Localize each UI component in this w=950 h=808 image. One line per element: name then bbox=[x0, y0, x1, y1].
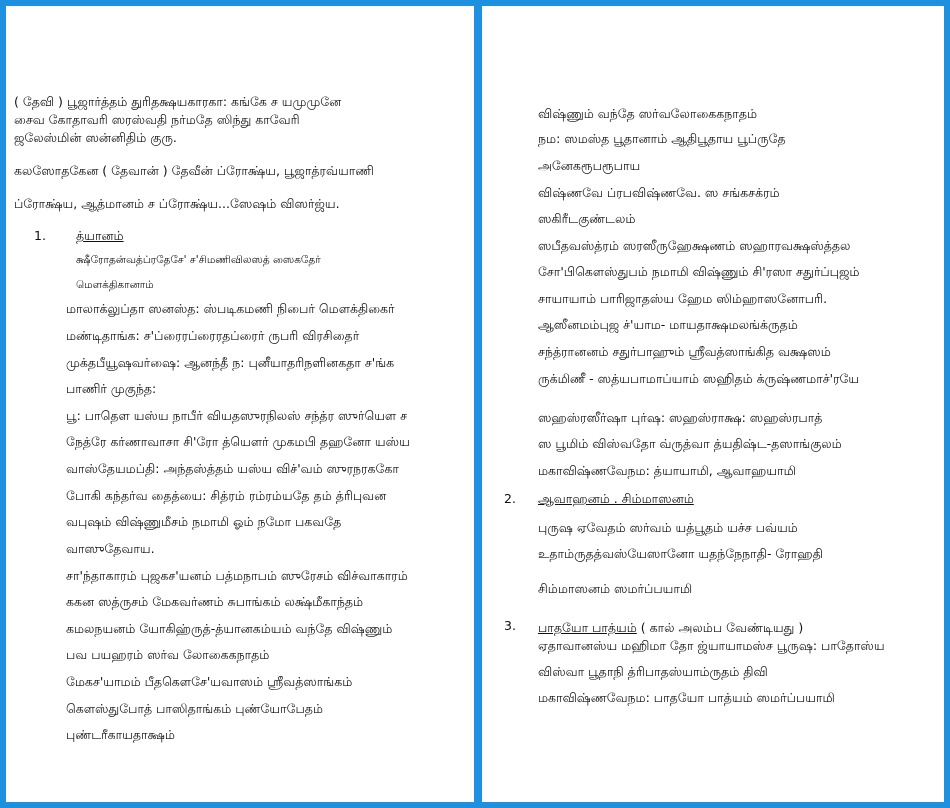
section-number: 1. bbox=[34, 228, 46, 243]
text-line: சிம்மாஸனம் ஸமர்ப்பயாமி bbox=[538, 581, 693, 596]
text-line: ககன ஸத்ருசம் மேகவர்ணம் சுபாங்கம் லக்ஷ்மீகாந்தம் bbox=[66, 594, 364, 609]
text-line: கலஸோதகேன ( தேவான் ) தேவீன் ப்ரோக்ஷ்ய, பூஜாத்ரவ்யாணி bbox=[14, 163, 374, 178]
text-line: அனேகரூபரூபாய bbox=[538, 158, 641, 173]
text-line-small: க்ஷீரோதன்வத்ப்ரதேசே' ச'சிமணிவிலஸத் ஸைகதேர் bbox=[76, 254, 321, 266]
text-line: சா'ந்தாகாரம் புஜகச'யனம் பத்மநாபம் ஸுரேசம் விச்வாகாரம் bbox=[66, 568, 408, 583]
text-line: பாணிர் முகுந்த: bbox=[66, 381, 157, 396]
text-line: உதாம்ருதத்வஸ்யேஸானோ யதந்நேநாதி- ரோஹதி bbox=[538, 546, 823, 561]
text-line: மேகச'யாமம் பீதகௌசே'யவாஸம் ஸ்ரீவத்ஸாங்கம் bbox=[66, 674, 353, 689]
section-heading bbox=[538, 620, 803, 636]
text-line: ஸஹஸ்ரஸீர்ஷா புர்ஷ: ஸஹஸ்ராக்ஷ: ஸஹஸ்ரபாத் bbox=[538, 410, 823, 425]
text-line: கமலநயனம் யோகிஹ்ருத்-த்யானகம்யம் வந்தே விஷ்ணும் bbox=[66, 621, 393, 636]
text-line: மாலாக்லுப்தா ஸனஸ்த: ஸ்படிகமணி நிபைர் மௌக்திகைர் bbox=[66, 301, 395, 316]
text-line: ஸகிரீடகுண்டலம் bbox=[538, 211, 636, 226]
text-line: சந்த்ரானனம் சதுர்பாஹும் ஸ்ரீவத்ஸாங்கித வக்ஷஸம் bbox=[538, 344, 831, 359]
section-title: ஆவாஹனம் . சிம்மாஸனம் bbox=[538, 491, 694, 506]
text-line: விஷ்ணும் வந்தே ஸர்வலோகைகநாதம் bbox=[538, 106, 758, 121]
text-line: நேத்ரே கர்ணாவாசா சி'ரோ த்யௌர் முகமபி தஹனோ யஸ்ய bbox=[66, 434, 410, 449]
text-line: முக்தபீயூஷவர்ஷை: ஆனந்தீ ந: புனீயாதரிநளினகதா ச'ங்க bbox=[66, 355, 395, 370]
text-line: ( தேவி ) பூஜார்த்தம் துரிதக்ஷயகாரகா: கங்கே ச யமுமுனே bbox=[14, 94, 342, 109]
section-number: 3. bbox=[504, 618, 516, 633]
text-line: சைவ கோதாவரி ஸரஸ்வதி நர்மதே ஸிந்து காவேரி bbox=[14, 112, 300, 127]
text-line: ஸபீதவஸ்த்ரம் ஸரஸீருஹேக்ஷணம் ஸஹாரவக்ஷஸ்த்தல bbox=[538, 238, 851, 253]
section-note: ( கால் அலம்ப வேண்டியது ) bbox=[636, 620, 804, 635]
text-line: வாஸுதேவாய. bbox=[66, 541, 155, 556]
text-line: ஜலேஸ்மின் ஸன்னிதிம் குரு. bbox=[14, 130, 177, 145]
text-line: புருஷ ஏவேதம் ஸர்வம் யத்பூதம் யச்ச பவ்யம் bbox=[538, 520, 798, 535]
text-line: புண்டரீகாயதாக்ஷம் bbox=[66, 727, 175, 742]
text-line: விஷ்ணவே ப்ரபவிஷ்ணவே. ஸ சங்கசக்ரம் bbox=[538, 185, 780, 200]
section-number: 2. bbox=[504, 491, 516, 506]
section-title: த்யானம் bbox=[76, 228, 124, 243]
text-line: பூ: பாதௌ யஸ்ய நாபீர் வியதஸுரநிலஸ் சந்த்ர ஸுர்யௌ ச bbox=[66, 408, 408, 423]
left-page bbox=[6, 6, 474, 802]
text-line: சோ'பிகௌஸ்துபம் நமாமி விஷ்ணும் சி'ரஸா சதுர்ப்புஜம் bbox=[538, 264, 860, 279]
text-line-small: மௌக்திகானாம் bbox=[76, 279, 154, 291]
text-line: வபுஷம் விஷ்ணுமீசம் நமாமி ஓம் நமோ பகவதே bbox=[66, 514, 342, 529]
text-line: ருக்மிணீ - ஸத்யபாமாப்யாம் ஸஹிதம் க்ருஷ்ணமாச்'ரயே bbox=[538, 371, 860, 386]
text-line: பவ பயஹரம் ஸர்வ லோகைகநாதம் bbox=[66, 647, 270, 662]
text-line: வாஸ்தேயமப்தி: அந்தஸ்த்தம் யஸ்ய விச்'வம் ஸுரநரககோ bbox=[66, 461, 399, 476]
text-line: ப்ரோக்ஷ்ய, ஆத்மானம் ச ப்ரோக்ஷ்ய...ஸேஷம் விஸர்ஜ்ய. bbox=[14, 196, 340, 211]
section-title: பாதயோ பாத்யம் bbox=[538, 620, 637, 635]
text-line: நம: ஸமஸ்த பூதானாம் ஆதிபூதாய பூப்ருதே bbox=[538, 131, 786, 146]
text-line: சாயாயாம் பாரிஜாதஸ்ய ஹேம ஸிம்ஹாஸனோபரி. bbox=[538, 291, 828, 306]
right-page bbox=[482, 6, 944, 802]
text-line: மகாவிஷ்ணவேநம: பாதயோ பாத்யம் ஸமர்ப்பயாமி bbox=[538, 690, 835, 705]
text-line: ஏதாவானஸ்ய மஹிமா தோ ஜ்யாயாமஸ்ச பூருஷ: பாதோஸ்ய bbox=[538, 638, 885, 653]
text-line: போகி கந்தர்வ தைத்யை: சித்ரம் ரம்ரம்யதே தம் த்ரிபுவன bbox=[66, 488, 387, 503]
text-line: விஸ்வா பூதாநி த்ரிபாதஸ்யாம்ருதம் திவி bbox=[538, 664, 768, 679]
text-line: கௌஸ்துபோத் பாஸிதாங்கம் புண்யோபேதம் bbox=[66, 701, 323, 716]
text-line: மகாவிஷ்ணவேநம: த்யாயாமி, ஆவாஹயாமி bbox=[538, 463, 796, 478]
text-line: மண்டிதாங்க: ச'ப்ரைரப்ரைரதப்ரைர் ருபரி விரசிதைர் bbox=[66, 328, 360, 343]
text-line: ஆஸீனமம்புஜ ச்'யாம- மாயதாக்ஷமலங்க்ருதம் bbox=[538, 317, 798, 332]
text-line: ஸ பூமிம் விஸ்வதோ வ்ருத்வா த்யதிஷ்ட-தஸாங்குலம் bbox=[538, 436, 842, 451]
